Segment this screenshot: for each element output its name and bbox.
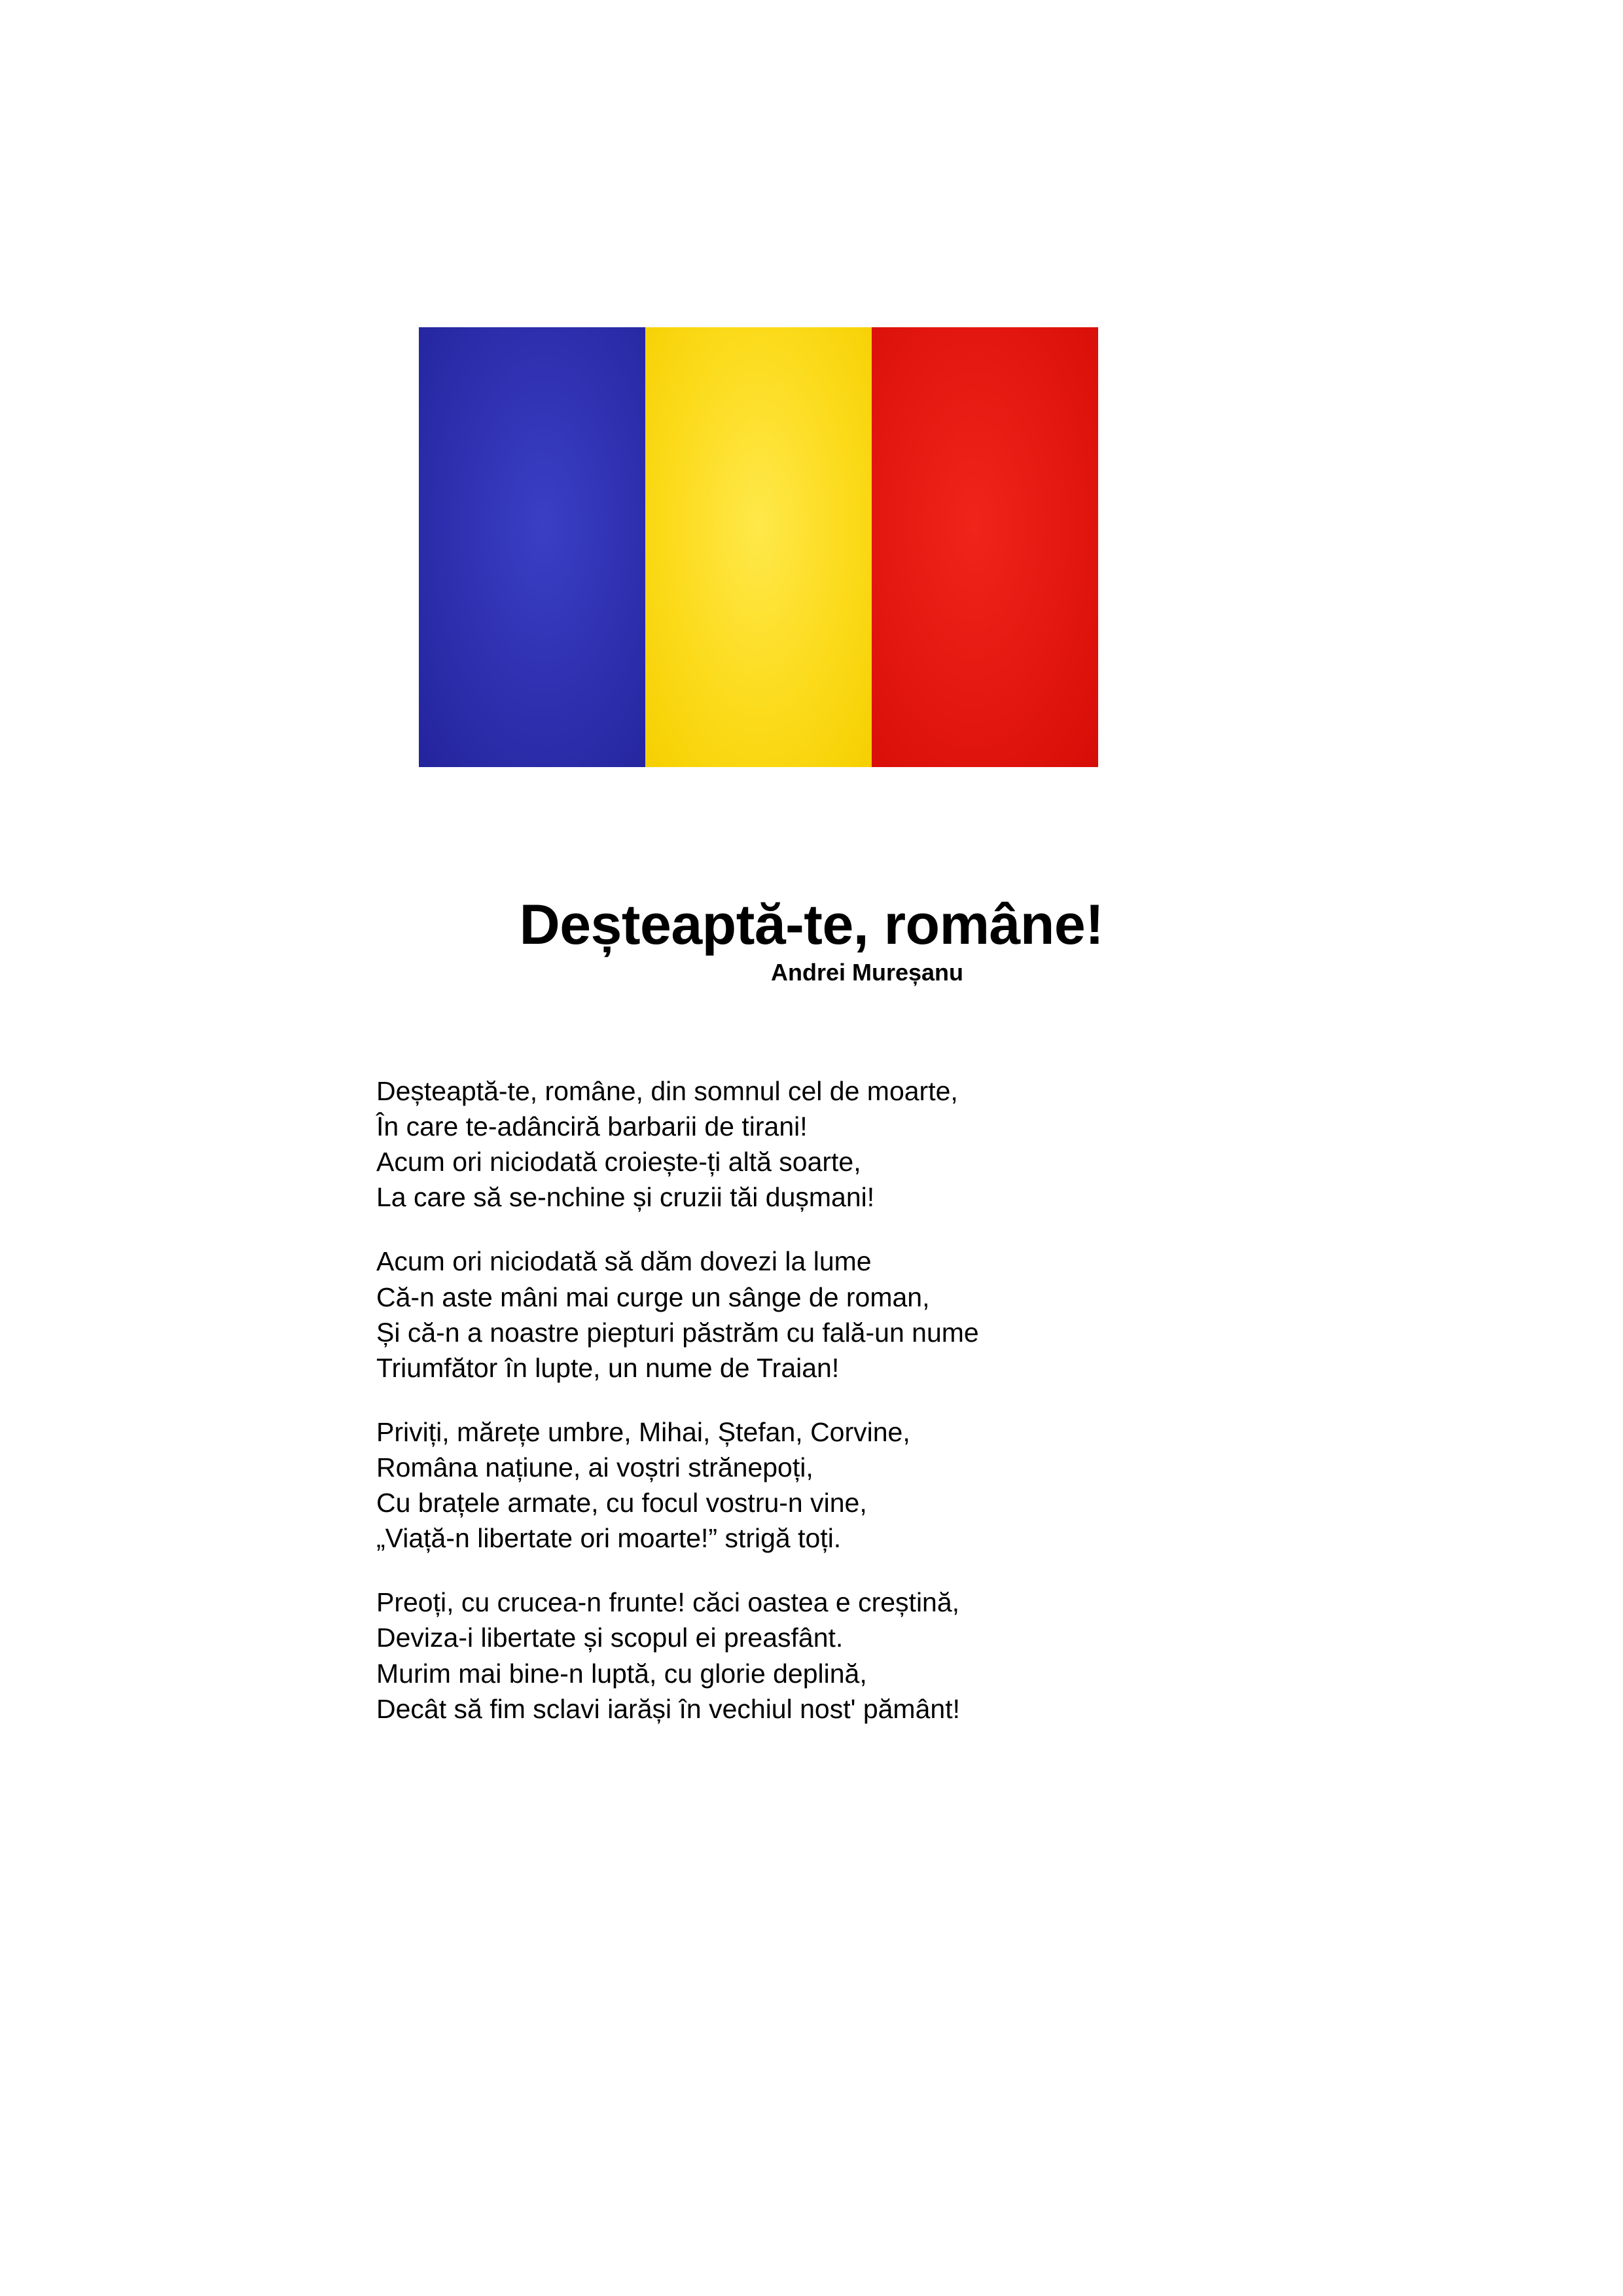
flag-band-blue <box>419 327 645 767</box>
lyrics-body <box>376 1073 1358 1755</box>
lyric-line: Preoți, cu crucea-n frunte! căci oastea e creștină, <box>376 1587 960 1618</box>
romania-flag-image <box>419 327 1098 767</box>
stanza <box>376 1414 1358 1556</box>
lyric-line: Româna națiune, ai voștri strănepoți, <box>376 1452 813 1482</box>
lyric-line: Că-n aste mâni mai curge un sânge de roman, <box>376 1282 930 1312</box>
stanza <box>376 1585 1358 1726</box>
lyric-line: În care te-adânciră barbarii de tirani! <box>376 1111 808 1142</box>
lyric-line: Cu brațele armate, cu focul vostru-n vine, <box>376 1488 867 1518</box>
flag-band-red <box>872 327 1098 767</box>
lyric-line: La care să se-nchine și cruzii tăi dușmani! <box>376 1182 875 1213</box>
flag-band-yellow <box>645 327 872 767</box>
lyric-line: Acum ori niciodată să dăm dovezi la lume <box>376 1246 872 1277</box>
author-name: Andrei Mureșanu <box>770 959 964 986</box>
page-title: Deșteaptă-te, române! <box>519 893 1104 956</box>
lyric-line: Murim mai bine-n luptă, cu glorie deplină, <box>376 1658 867 1689</box>
lyric-line: Priviți, mărețe umbre, Mihai, Ștefan, Corvine, <box>376 1416 910 1447</box>
stanza <box>376 1244 1358 1385</box>
lyric-line: Acum ori niciodată croiește-ți altă soarte, <box>376 1147 861 1177</box>
stanza <box>376 1073 1358 1215</box>
lyric-line: „Viață-n libertate ori moarte!” strigă toți. <box>376 1523 842 1554</box>
lyric-line: Triumfător în lupte, un nume de Traian! <box>376 1352 840 1383</box>
lyric-line: Deviza-i libertate și scopul ei preasfânt. <box>376 1623 844 1653</box>
lyric-line: Decât să fim sclavi iarăși în vechiul nost' pământ! <box>376 1693 960 1724</box>
lyric-line: Și că-n a noastre piepturi păstrăm cu fală-un nume <box>376 1317 979 1348</box>
flag-bands <box>419 327 1098 767</box>
lyric-line: Deșteaptă-te, române, din somnul cel de moarte, <box>376 1076 958 1106</box>
